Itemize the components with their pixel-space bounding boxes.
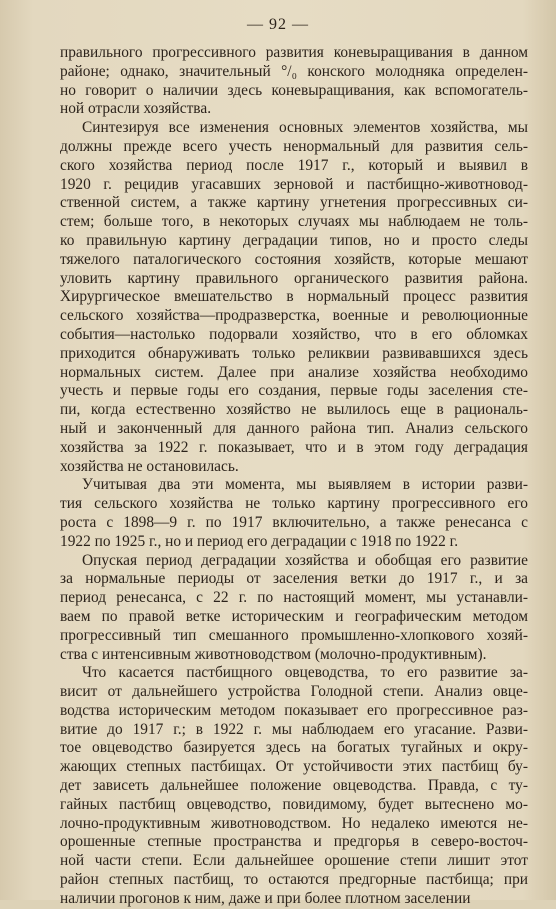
text-line: лочно-продуктивным животноводством. Но недалеко имеются не-: [60, 814, 528, 832]
text-line: наличии прогонов к ним, даже и при более плотном заселении: [60, 889, 471, 907]
text-line: дет зависеть дальнейшее положение овцеводства. Правда, с ту-: [60, 777, 528, 795]
text-line: Учитывая два эти момента, мы выявляем в истории разви-: [82, 476, 528, 494]
paragraph: [60, 119, 528, 476]
paragraph: [60, 476, 528, 551]
text-line: ный и законченный для данного района тип. Анализ сельского: [60, 419, 528, 437]
text-line: тия сельского хозяйства не только картину прогрессивного его: [60, 495, 528, 513]
text-line: 1920 г. рецидив угасавших зерновой и пастбищно-животновод-: [60, 175, 528, 193]
text-line: Синтезируя все изменения основных элементов хозяйства, мы: [82, 119, 528, 137]
text-line: жающих степных пастбищах. От устойчивости этих пастбищ бу-: [60, 758, 528, 776]
text-line: хозяйства за 1922 г. показывает, что и в этом году деградация: [60, 438, 528, 456]
text-line: период ренесанса, с 22 г. по настоящий момент, мы устанавли-: [60, 589, 528, 607]
text-line: стем; больше того, в некоторых случаях мы наблюдаем не толь-: [60, 213, 528, 231]
text-line: ства с интенсивным животноводством (молочно-продуктивным).: [60, 645, 487, 663]
text-line: ваем по правой ветке историческим и географическим методом: [60, 607, 528, 625]
text-line: ственной систем, а также картину угнетения прогрессивных си-: [60, 194, 528, 212]
paragraph: [60, 552, 528, 665]
text-line: прогрессивный тип смешанного промышленно-хлопкового хозяй-: [60, 626, 528, 644]
text-line: но говорит о наличии здесь коневыращивания, как вспомогатель-: [60, 81, 528, 99]
text-line: районе; однако, значительный °/₀ конского молодняка определен-: [60, 62, 528, 80]
text-line: орошенные степные пространства и предгорья в северо-восточ-: [60, 833, 528, 851]
text-line: события—настолько подорвали хозяйство, что в его обломках: [60, 325, 528, 343]
text-line: витие до 1917 г.; в 1922 г. мы наблюдаем его угасание. Разви-: [60, 720, 528, 738]
text-line: тяжелого паталогического состояния хозяйств, которые мешают: [60, 250, 528, 268]
text-line: пи, когда естественно хозяйство не вылилось еще в рациональ-: [60, 401, 528, 419]
paragraph: [60, 664, 528, 908]
text-line: ной отрасли хозяйства.: [60, 100, 212, 118]
text-line: должны прежде всего учесть ненормальный для развития сель-: [60, 137, 528, 155]
text-line: ского хозяйства период после 1917 г., который и выявил в: [60, 156, 528, 174]
body-text: [60, 44, 528, 909]
text-line: ко правильную картину деградации типов, но и просто следы: [60, 231, 528, 249]
text-line: учесть и первые годы его создания, первые годы заселения сте-: [60, 382, 528, 400]
text-line: район степных пастбищ, то остаются предгорные пастбища; при: [60, 871, 528, 889]
text-line: хозяйства не остановилась.: [60, 457, 239, 475]
text-line: нормальных систем. Далее при анализе хозяйства необходимо: [60, 363, 528, 381]
text-line: сельского хозяйства—продразверстка, военные и революционные: [60, 307, 528, 325]
text-line: Хирургическое вмешательство в нормальный процесс развития: [60, 288, 528, 306]
text-line: ной части степи. Если дальнейшее орошение степи лишит этот: [60, 852, 528, 870]
text-line: висит от дальнейшего устройства Голодной степи. Анализ овце-: [60, 683, 528, 701]
text-line: тое овцеводство базируется здесь на богатых тугайных и окру-: [60, 739, 528, 757]
text-line: Что касается пастбищного овцеводства, то его развитие за-: [82, 664, 528, 682]
text-line: водства историческим методом показывает его прогрессивное раз-: [60, 701, 528, 719]
text-line: гайных пастбищ овцеводство, повидимому, будет вытеснено мо-: [60, 795, 528, 813]
text-line: правильного прогрессивного развития коневыращивания в данном: [60, 44, 528, 61]
text-line: роста с 1898—9 г. по 1917 включительно, а также ренесанса с: [60, 513, 528, 531]
text-line: Опуская период деградации хозяйства и обобщая его развитие: [82, 551, 528, 569]
text-line: приходится обнаруживать только реликвии развивавшихся здесь: [60, 344, 528, 362]
text-line: 1922 по 1925 г., но и период его деградации с 1918 по 1922 г.: [60, 532, 459, 550]
page-number: — 92 —: [247, 16, 309, 33]
text-line: за нормальные периоды от заселения ветки до 1917 г., и за: [60, 570, 528, 588]
text-line: уловить картину правильного органического развития района.: [60, 269, 528, 287]
paragraph: [60, 44, 528, 119]
